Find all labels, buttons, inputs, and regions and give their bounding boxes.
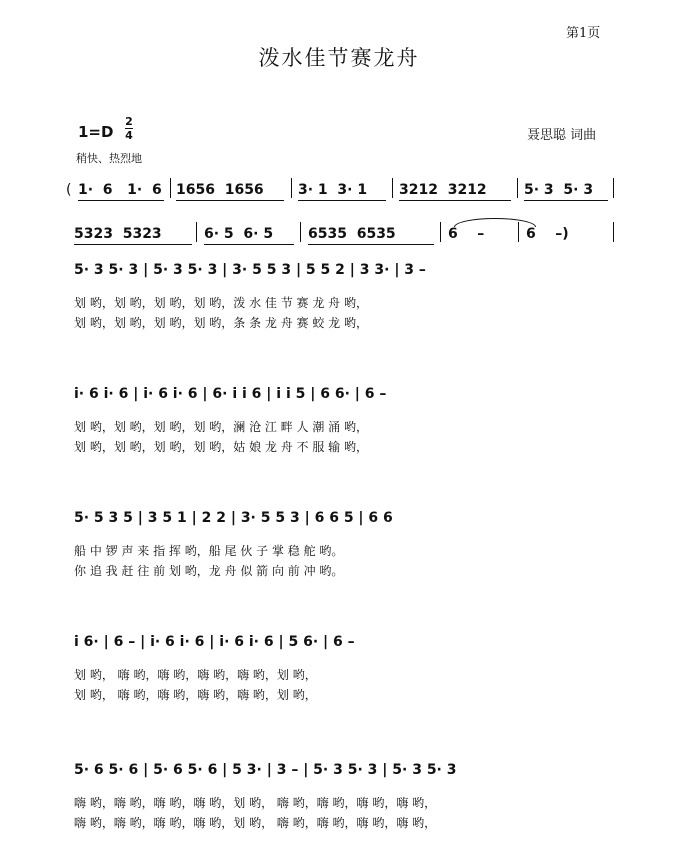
notation-row: i 6· | 6 – | i· 6 i· 6 | i· 6 i· 6 | 5 6· | 6 – xyxy=(74,634,355,650)
lyrics-verse-2: 划 哟， 嗨 哟，嗨 哟，嗨 哟，嗨 哟，划 哟， xyxy=(74,688,317,702)
time-sig-top: 2 xyxy=(125,115,133,128)
lyrics-verse-2: 嗨 哟，嗨 哟，嗨 哟，嗨 哟，划 哟， 嗨 哟，嗨 哟，嗨 哟，嗨 哟， xyxy=(74,816,437,830)
intro-row-1: ( 1· 6 1· 6 1656 1656 3· 1 3· 1 3212 3212 5· 3 5· 3 xyxy=(62,176,622,202)
notation-row: 5· 5 3 5 | 3 5 1 | 2 2 | 3· 5 5 3 | 6 6 5 | 6 6 xyxy=(74,510,393,526)
tempo-marking: 稍快、热烈地 xyxy=(76,152,142,165)
notation-row: i· 6 i· 6 | i· 6 i· 6 | 6· i i 6 | i i 5 | 6 6· | 6 – xyxy=(74,386,387,402)
music-system-5 xyxy=(62,762,622,834)
lyrics-verse-1: 划 哟，划 哟，划 哟，划 哟，泼 水 佳 节 赛 龙 舟 哟， xyxy=(74,296,368,310)
music-system-1 xyxy=(62,262,622,334)
intro-system xyxy=(62,176,622,246)
music-system-4 xyxy=(62,634,622,706)
lyrics-verse-1: 划 哟， 嗨 哟，嗨 哟，嗨 哟，嗨 哟，划 哟， xyxy=(74,668,317,682)
lyrics-verse-1: 嗨 哟，嗨 哟，嗨 哟，嗨 哟，划 哟， 嗨 哟，嗨 哟，嗨 哟，嗨 哟， xyxy=(74,796,437,810)
lyrics-verse-1: 划 哟，划 哟，划 哟，划 哟，澜 沧 江 畔 人 潮 涌 哟， xyxy=(74,420,368,434)
author-credit: 聂思聪 词曲 xyxy=(527,128,597,143)
music-system-2 xyxy=(62,386,622,458)
lyrics-verse-2: 划 哟，划 哟，划 哟，划 哟，姑 娘 龙 舟 不 服 输 哟， xyxy=(74,440,368,454)
page-number: 第1页 xyxy=(566,26,601,41)
key-signature: 1=D xyxy=(78,123,114,141)
song-title: 泼水佳节赛龙舟 xyxy=(258,46,420,70)
time-sig-bottom: 4 xyxy=(125,129,133,142)
lyrics-verse-2: 你 追 我 赶 往 前 划 哟，龙 舟 似 箭 向 前 冲 哟。 xyxy=(74,564,344,578)
time-signature xyxy=(125,116,133,141)
notation-row: 5· 3 5· 3 | 5· 3 5· 3 | 3· 5 5 3 | 5 5 2 | 3 3· | 3 – xyxy=(74,262,426,278)
intro-row-2: 5323 5323 6· 5 6· 5 6535 6535 6 – 6 –) xyxy=(62,220,622,246)
music-system-3 xyxy=(62,510,622,582)
notation-row: 5· 6 5· 6 | 5· 6 5· 6 | 5 3· | 3 – | 5· 3 5· 3 | 5· 3 5· 3 xyxy=(74,762,457,778)
lyrics-verse-1: 船 中 锣 声 来 指 挥 哟，船 尾 伙 子 掌 稳 舵 哟。 xyxy=(74,544,344,558)
lyrics-verse-2: 划 哟，划 哟，划 哟，划 哟，条 条 龙 舟 赛 蛟 龙 哟， xyxy=(74,316,368,330)
